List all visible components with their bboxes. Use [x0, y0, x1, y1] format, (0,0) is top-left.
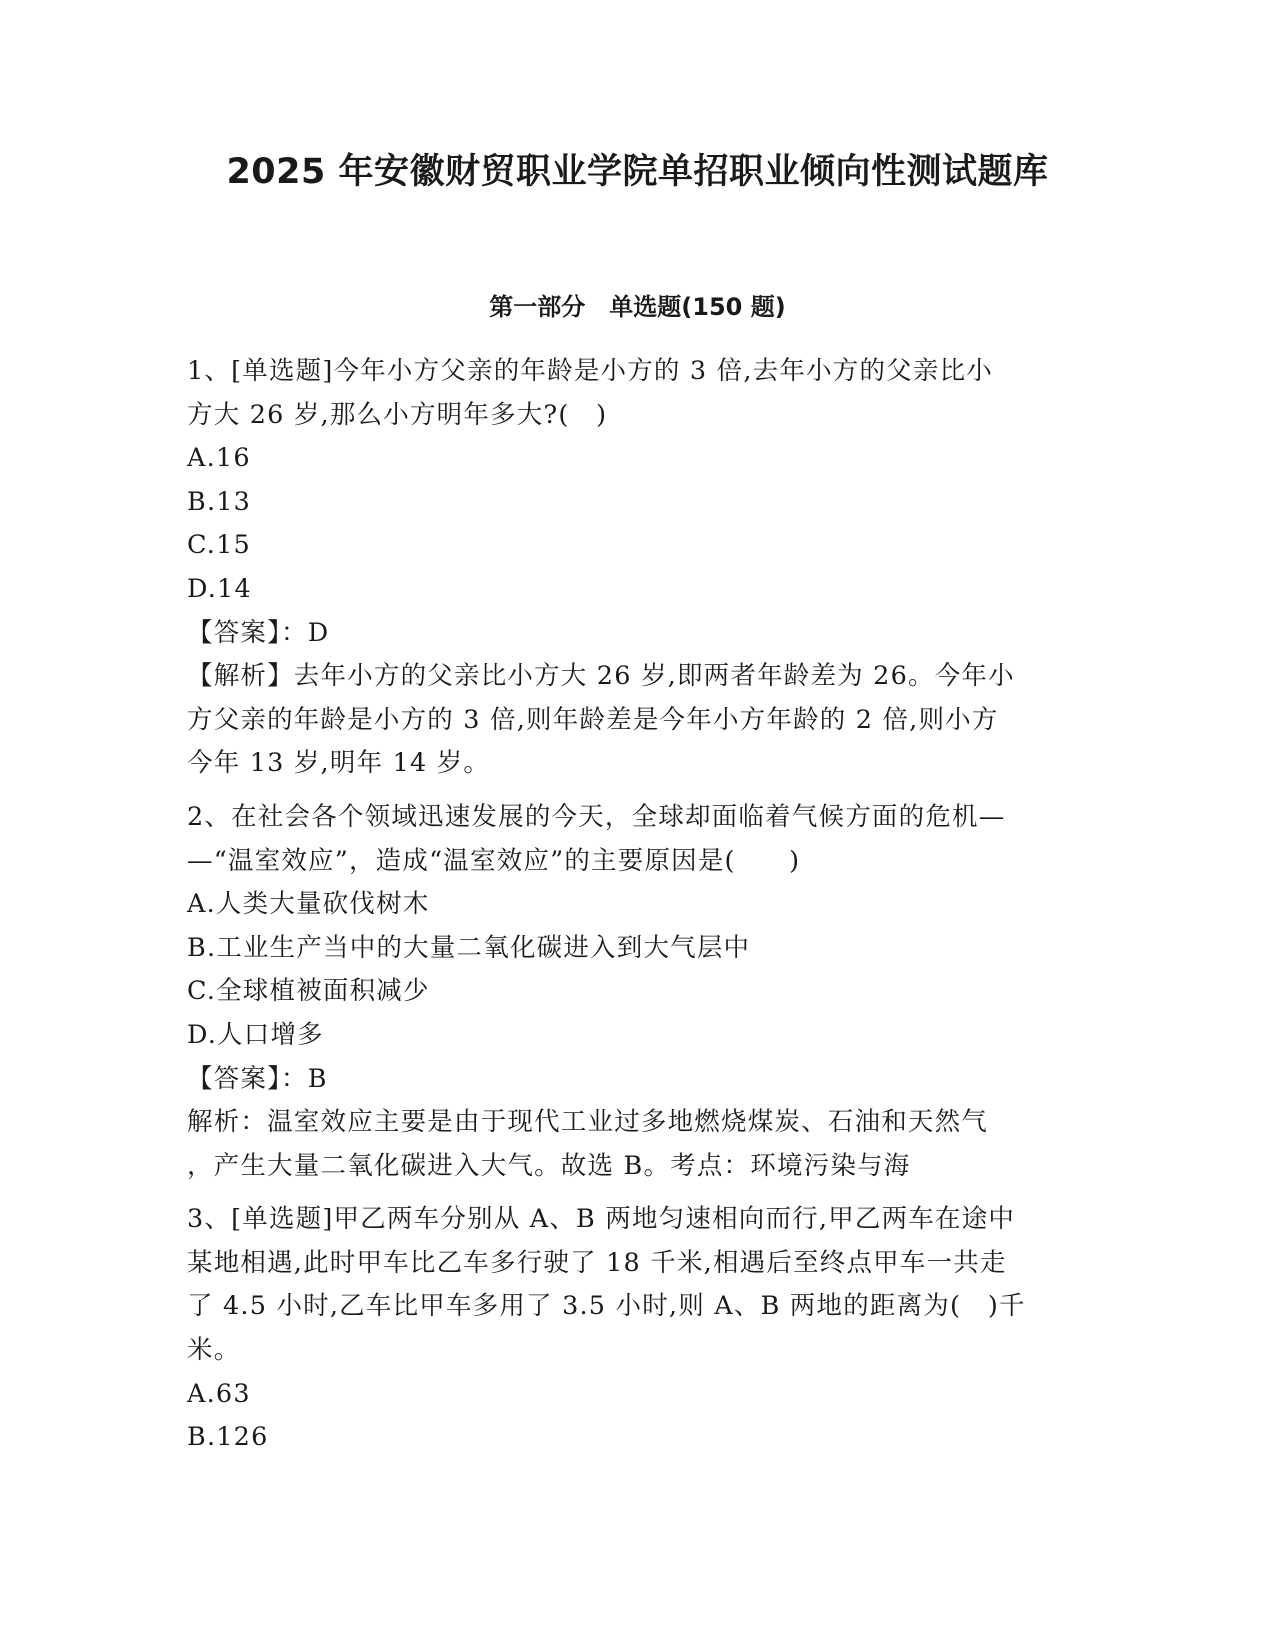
option-a: A.16: [187, 443, 251, 474]
option-a: A.人类大量砍伐树木: [187, 889, 430, 920]
question-stem-line: 2、在社会各个领域迅速发展的今天，全球却面临着气候方面的危机—: [187, 801, 1006, 832]
analysis-line: ，产生大量二氧化碳进入大气。故选 B。考点：环境污染与海: [187, 1150, 911, 1181]
analysis-line: 方父亲的年龄是小方的 3 倍,则年龄差是今年小方年龄的 2 倍,则小方: [187, 704, 999, 735]
option-d: D.14: [187, 573, 252, 604]
question-stem-line: 方大 26 岁,那么小方明年多大?( ): [187, 399, 608, 430]
option-d: D.人口增多: [187, 1019, 324, 1050]
option-b: B.工业生产当中的大量二氧化碳进入到大气层中: [187, 932, 751, 963]
question-stem-line: 某地相遇,此时甲车比乙车多行驶了 18 千米,相遇后至终点甲车一共走: [187, 1247, 1007, 1278]
document-title: 2025 年安徽财贸职业学院单招职业倾向性测试题库: [226, 152, 1049, 192]
question-1: [187, 350, 1087, 786]
question-list: [187, 350, 1087, 1460]
answer-line: 【答案】：B: [187, 1063, 328, 1094]
option-b: B.13: [187, 486, 252, 517]
analysis-line: 解析：温室效应主要是由于现代工业过多地燃烧煤炭、石油和天然气: [187, 1107, 989, 1138]
question-stem-line: —“温室效应”，造成“温室效应”的主要原因是( ): [187, 845, 801, 876]
section-title: 第一部分 单选题(150 题): [489, 293, 786, 321]
analysis-line: 【解析】去年小方的父亲比小方大 26 岁,即两者年龄差为 26。今年小: [187, 661, 1015, 692]
option-c: C.全球植被面积减少: [187, 976, 430, 1007]
option-a: A.63: [187, 1378, 251, 1409]
analysis-line: 今年 13 岁,明年 14 岁。: [187, 748, 491, 779]
question-stem-line: 1、[单选题]今年小方父亲的年龄是小方的 3 倍,去年小方的父亲比小: [187, 356, 993, 386]
question-stem-line: 了 4.5 小时,乙车比甲车多用了 3.5 小时,则 A、B 两地的距离为( )千: [187, 1291, 1026, 1322]
option-c: C.15: [187, 530, 251, 561]
answer-line: 【答案】：D: [187, 617, 330, 648]
question-stem-line: 3、[单选题]甲乙两车分别从 A、B 两地匀速相向而行,甲乙两车在途中: [187, 1204, 1016, 1235]
option-b: B.126: [187, 1422, 269, 1453]
question-2: [187, 796, 1087, 1188]
question-stem-line: 米。: [187, 1335, 241, 1366]
question-3: [187, 1198, 1087, 1460]
